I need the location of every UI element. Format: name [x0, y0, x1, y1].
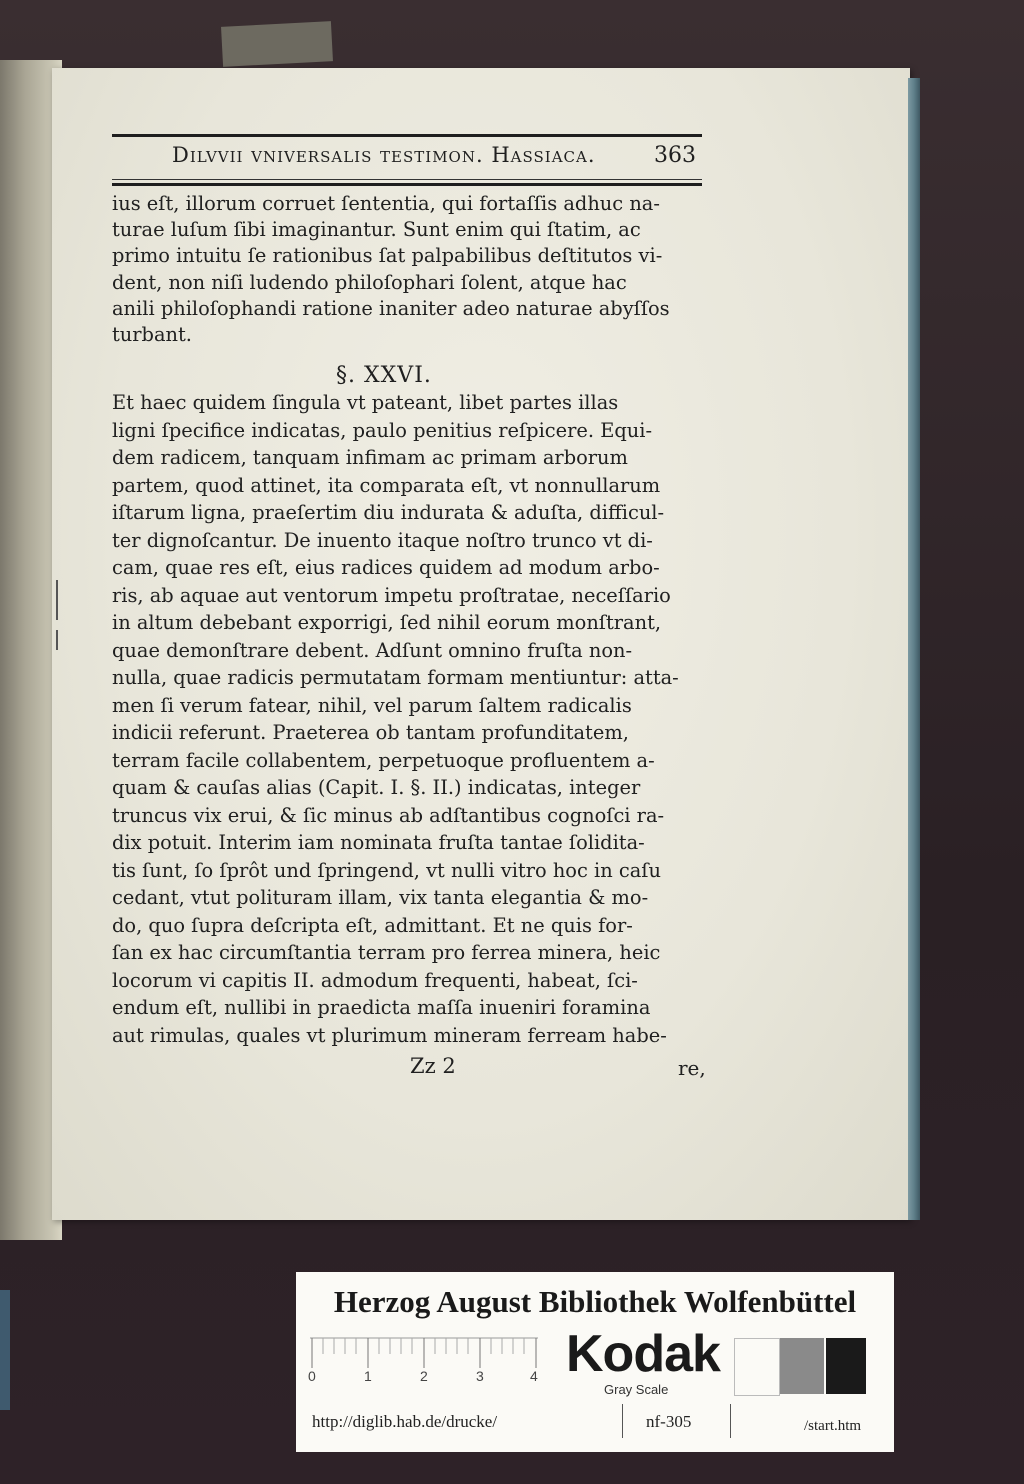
- ruler-scale: [310, 1332, 538, 1368]
- text-line: ris, ab aquae aut ventorum impetu proſtratae, neceſſario: [112, 583, 671, 607]
- text-line: cedant, vtut polituram illam, vix tanta elegantia & mo-: [112, 886, 649, 909]
- ruler-number: 3: [476, 1368, 484, 1384]
- text-line: dent, non niſi ludendo philoſophari ſolent, atque hac: [112, 270, 627, 294]
- text-line: men ſi verum fatear, nihil, vel parum ſaltem radicalis: [112, 693, 632, 717]
- text-line: ter dignoſcantur. De inuento itaque noſtro trunco vt di-: [112, 528, 653, 552]
- text-line: primo intuitu ſe rationibus ſat palpabilibus deſtitutos vi-: [112, 244, 663, 268]
- text-line: dix potuit. Interim iam nominata fruſta tantae ſolidita-: [112, 831, 645, 854]
- kodak-logo: Kodak: [566, 1325, 720, 1383]
- text-line: ligni ſpecifice indicatas, paulo penitius reſpicere. Equi-: [112, 418, 653, 442]
- ruler-number: 0: [308, 1368, 316, 1384]
- margin-mark: [56, 630, 58, 650]
- binding-strip: [0, 1290, 10, 1410]
- text-line: turbant.: [112, 322, 192, 346]
- margin-mark: [56, 580, 58, 620]
- text-line: ius eſt, illorum corruet ſententia, qui fortaſſis adhuc na-: [112, 192, 660, 215]
- section-heading: §. XXVI.: [336, 363, 432, 388]
- library-target-card: [296, 1272, 894, 1452]
- ruler-number: 2: [420, 1368, 428, 1384]
- text-line: dem radicem, tanquam infimam ac primam arborum: [112, 446, 628, 469]
- header-rule-bottom: [112, 183, 702, 186]
- text-line: locorum vi capitis II. admodum frequenti, habeat, ſci-: [112, 968, 638, 992]
- card-divider: [730, 1404, 731, 1438]
- start-page-path: /start.htm: [804, 1418, 862, 1434]
- text-line: do, quo ſupra deſcripta eſt, admittant. Et ne quis for-: [112, 913, 633, 937]
- paragraph-1: [112, 191, 712, 348]
- text-line: quam & cauſas alias (Capit. I. §. II.) indicatas, integer: [112, 776, 641, 799]
- text-line: cam, quae res eſt, eius radices quidem ad modum arbo-: [112, 556, 660, 579]
- text-line: truncus vix erui, & ſic minus ab adſtantibus cognoſci ra-: [112, 803, 665, 827]
- ruler-numbers: [306, 1368, 538, 1388]
- card-divider: [622, 1404, 623, 1438]
- text-line: turae luſum ſibi imaginantur. Sunt enim qui ſtatim, ac: [112, 218, 641, 242]
- text-line: endum eſt, nullibi in praedicta maſſa inueniri foramina: [112, 996, 651, 1019]
- text-line: iſtarum ligna, praeſertim diu indurata & aduſta, difficul-: [112, 501, 665, 524]
- text-line: partem, quod attinet, ita comparata eſt, vt nonnullarum: [112, 473, 661, 497]
- text-line: nulla, quae radicis permutatam formam mentiuntur: atta-: [112, 666, 679, 689]
- shelfmark: nf-305: [646, 1412, 692, 1431]
- gathering-signature: Zz 2: [410, 1054, 456, 1078]
- gray-patch-white: [734, 1338, 780, 1396]
- header-rule-top: [112, 134, 702, 137]
- text-line: anili philoſophandi ratione inaniter adeo naturae abyſſos: [112, 296, 670, 320]
- text-line: Et haec quidem ſingula vt pateant, libet partes illas: [112, 391, 619, 414]
- page-number: 363: [654, 143, 696, 168]
- library-name: Herzog August Bibliothek Wolfenbüttel: [333, 1284, 857, 1319]
- ruler-number: 4: [530, 1368, 538, 1384]
- page-tab-scrap: [221, 21, 333, 67]
- digital-library-url: http://diglib.hab.de/drucke/: [312, 1412, 498, 1431]
- text-line: aut rimulas, quales vt plurimum mineram ferream habe-: [112, 1023, 667, 1047]
- running-head: Dilvvii vniversalis testimon. Hassiaca.: [172, 143, 596, 167]
- gray-scale-label: Gray Scale: [604, 1382, 669, 1397]
- page-fore-edge: [908, 78, 920, 1220]
- gray-patch-mid: [780, 1338, 824, 1394]
- paragraph-2: [112, 389, 712, 1049]
- text-line: tis ſunt, ſo ſprôt und ſpringend, vt nulli vitro hoc in caſu: [112, 858, 661, 882]
- text-line: terram facile collabentem, perpetuoque profluentem a-: [112, 748, 655, 772]
- text-line: indicii referunt. Praeterea ob tantam profunditatem,: [112, 721, 629, 744]
- header-rule-thin: [112, 179, 702, 180]
- text-line: in altum debebant exporrigi, ſed nihil eorum monſtrant,: [112, 611, 662, 634]
- catchword: re,: [678, 1056, 706, 1080]
- text-line: quae demonſtrare debent. Adſunt omnino fruſta non-: [112, 638, 633, 662]
- text-line: ſan ex hac circumſtantia terram pro ferrea minera, heic: [112, 941, 661, 964]
- gray-patch-black: [826, 1338, 866, 1394]
- ruler-number: 1: [364, 1368, 372, 1384]
